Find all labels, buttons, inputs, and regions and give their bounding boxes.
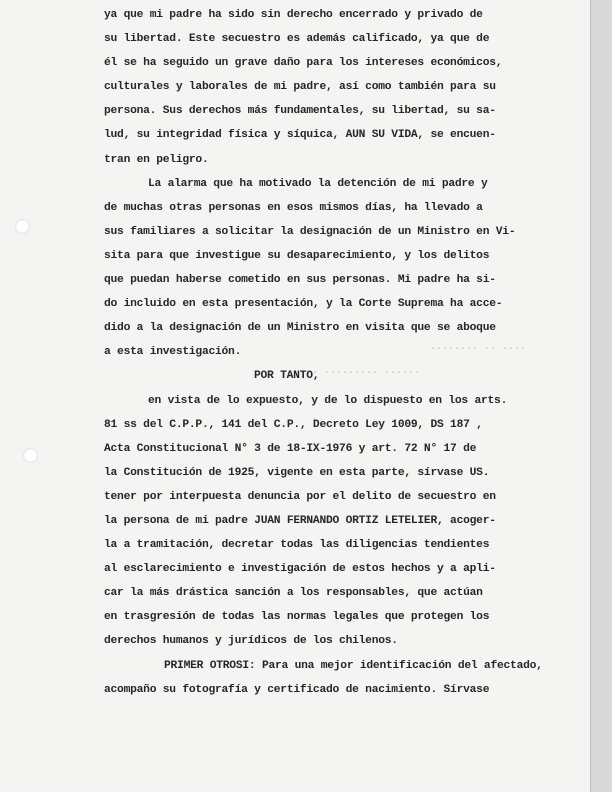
text-line: do incluido en esta presentación, y la Corte Suprema ha acce- (104, 298, 503, 311)
text-line: 81 ss del C.P.P., 141 del C.P., Decreto Ley 1009, DS 187 , (104, 418, 483, 431)
text-line: dido a la designación de un Ministro en visita que se aboque (104, 322, 496, 335)
text-line: lud, su integridad física y síquica, AUN SU VIDA, se encuen- (104, 129, 496, 142)
text-line: tran en peligro. (104, 153, 209, 166)
section-heading: POR TANTO, (254, 370, 320, 383)
text-line: él se ha seguido un grave daño para los intereses económicos, (104, 57, 503, 70)
text-line: acompaño su fotografía y certificado de nacimiento. Sírvase (104, 683, 490, 696)
text-line: su libertad. Este secuestro es además calificado, ya que de (104, 33, 490, 46)
text-line: sita para que investigue su desaparecimiento, y los delitos (104, 249, 490, 262)
text-line: PRIMER OTROSI: Para una mejor identificación del afectado, (164, 659, 543, 672)
text-line: La alarma que ha motivado la detención de mi padre y (148, 177, 488, 190)
text-line: que puedan haberse cometido en sus personas. Mi padre ha si- (104, 274, 496, 287)
text-line: car la más drástica sanción a los responsables, que actúan (104, 587, 483, 600)
text-line: tener por interpuesta denuncia por el delito de secuestro en (104, 490, 496, 503)
text-line: en vista de lo expuesto, y de lo dispuesto en los arts. (148, 394, 508, 407)
text-line: la Constitución de 1925, vigente en esta parte, sírvase US. (104, 466, 490, 479)
text-line: persona. Sus derechos más fundamentales, su libertad, su sa- (104, 105, 496, 118)
text-line: la persona de mi padre JUAN FERNANDO ORTIZ LETELIER, acoger- (104, 514, 496, 527)
bleed-through-text: ··· ········· ······ (300, 368, 421, 379)
text-line: Acta Constitucional N° 3 de 18-IX-1976 y art. 72 N° 17 de (104, 442, 477, 455)
text-line: al esclarecimiento e investigación de estos hechos y a apli- (104, 563, 496, 576)
bleed-through-text: ········ ·· ···· (430, 344, 527, 355)
text-line: en trasgresión de todas las normas legales que protegen los (104, 611, 490, 624)
text-line: de muchas otras personas en esos mismos días, ha llevado a (104, 201, 483, 214)
text-line: derechos humanos y jurídicos de los chilenos. (104, 635, 398, 648)
text-line: la a tramitación, decretar todas las diligencias tendientes (104, 539, 490, 552)
punch-hole-bottom (23, 448, 38, 463)
text-line: a esta investigación. (104, 346, 242, 359)
text-line: culturales y laborales de mi padre, así como también para su (104, 81, 496, 94)
document-body (104, 3, 562, 702)
text-line: ya que mi padre ha sido sin derecho encerrado y privado de (104, 9, 483, 21)
punch-hole-top (15, 219, 30, 234)
text-line: sus familiares a solicitar la designación de un Ministro en Vi- (104, 225, 516, 238)
